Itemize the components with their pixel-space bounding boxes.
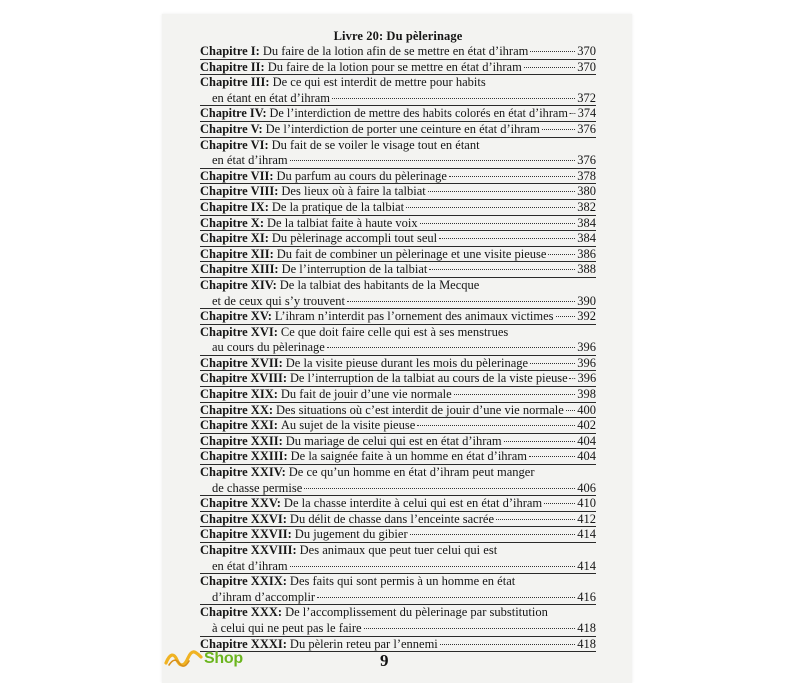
chapter-title: en état d’ihram bbox=[212, 558, 288, 573]
chapter-page-number: 406 bbox=[577, 480, 596, 495]
toc-entry bbox=[200, 278, 596, 309]
chapter-title: Du fait de se voiler le visage tout en étant bbox=[271, 137, 480, 152]
chapter-label: Chapitre III: bbox=[200, 75, 270, 90]
chapter-title: L’ihram n’interdit pas l’ornement des animaux victimes bbox=[274, 309, 554, 324]
toc-entry bbox=[200, 106, 596, 122]
toc-entry bbox=[200, 418, 596, 434]
chapter-title: en étant en état d’ihram bbox=[212, 90, 330, 105]
chapter-page-number: 410 bbox=[577, 496, 596, 511]
toc-entry bbox=[200, 216, 596, 232]
chapter-title: Du délit de chasse dans l’enceinte sacrée bbox=[289, 511, 494, 526]
chapter-title: Des faits qui sont permis à un homme en état bbox=[289, 574, 516, 589]
chapter-page-number: 398 bbox=[577, 387, 596, 402]
chapter-title: Ce que doit faire celle qui est à ses menstrues bbox=[280, 324, 509, 339]
chapter-page-number: 396 bbox=[577, 371, 597, 386]
chapter-label: Chapitre V: bbox=[200, 121, 263, 136]
chapter-label: Chapitre XXVIII: bbox=[200, 543, 297, 557]
toc-entry-line bbox=[200, 247, 596, 263]
toc-entry bbox=[200, 605, 596, 636]
chapter-title: en état d’ihram bbox=[212, 153, 288, 168]
book-title: Livre 20: Du pèlerinage bbox=[333, 29, 463, 43]
page-number: 9 bbox=[380, 651, 389, 670]
dot-leader bbox=[524, 67, 575, 68]
chapter-title: au cours du pèlerinage bbox=[212, 340, 325, 355]
toc-entry bbox=[200, 496, 596, 512]
dot-leader bbox=[364, 628, 576, 629]
chapter-label: Chapitre XIII: bbox=[200, 262, 279, 277]
chapter-label: Chapitre VIII: bbox=[200, 184, 279, 199]
toc-entry bbox=[200, 309, 596, 325]
dot-leader bbox=[347, 301, 575, 302]
toc-entry bbox=[200, 44, 596, 60]
toc-entry bbox=[200, 637, 596, 653]
dot-leader bbox=[504, 441, 576, 442]
chapter-label: Chapitre XII: bbox=[200, 246, 274, 261]
toc-entry bbox=[200, 169, 596, 185]
chapter-label: Chapitre XIX: bbox=[200, 387, 278, 402]
chapter-page-number: 418 bbox=[577, 636, 596, 651]
chapter-title: De l’interdiction de mettre des habits colorés en état d’ihram bbox=[269, 106, 568, 121]
chapter-label: Chapitre XXIX: bbox=[200, 574, 287, 589]
chapter-title: De ce qui est interdit de mettre pour habits bbox=[272, 75, 486, 90]
toc-entry bbox=[200, 262, 596, 278]
chapter-label: Chapitre XI: bbox=[200, 231, 269, 246]
chapter-page-number: 418 bbox=[577, 620, 596, 635]
chapter-title: à celui qui ne peut pas le faire bbox=[212, 620, 362, 635]
dot-leader bbox=[406, 207, 575, 208]
toc-entry-line bbox=[200, 418, 596, 434]
toc-entry bbox=[200, 75, 596, 106]
toc-entry bbox=[200, 574, 596, 605]
dot-leader bbox=[530, 363, 575, 364]
chapter-title: Du jugement du gibier bbox=[294, 527, 408, 542]
toc-entry bbox=[200, 138, 596, 169]
toc-entry bbox=[200, 356, 596, 372]
toc-entry bbox=[200, 449, 596, 465]
toc-entry-line bbox=[200, 122, 596, 138]
toc-entry-line bbox=[200, 605, 596, 621]
chapter-label: Chapitre XXIII: bbox=[200, 449, 288, 464]
chapter-page-number: 390 bbox=[577, 293, 596, 308]
dot-leader bbox=[530, 51, 575, 52]
dot-leader bbox=[556, 316, 576, 317]
toc-entry-line bbox=[200, 356, 596, 372]
chapter-title: Du fait de jouir d’une vie normale bbox=[280, 387, 452, 402]
dot-leader bbox=[570, 113, 576, 114]
chapter-title: Du mariage de celui qui est en état d’ihram bbox=[285, 433, 502, 448]
chapter-page-number: 376 bbox=[577, 153, 596, 168]
toc-entry bbox=[200, 512, 596, 528]
toc-entry bbox=[200, 122, 596, 138]
chapter-label: Chapitre VII: bbox=[200, 168, 274, 183]
dot-leader bbox=[327, 347, 575, 348]
dot-leader bbox=[449, 176, 575, 177]
chapter-label: Chapitre XXV: bbox=[200, 496, 281, 511]
chapter-label: Chapitre I: bbox=[200, 44, 260, 58]
chapter-page-number: 384 bbox=[577, 215, 596, 230]
toc-entry bbox=[200, 465, 596, 496]
chapter-label: Chapitre XXIV: bbox=[200, 465, 286, 480]
dot-leader bbox=[570, 378, 576, 379]
chapter-title: Du pèlerin reteu par l’ennemi bbox=[289, 636, 438, 651]
chapter-page-number: 378 bbox=[577, 168, 596, 183]
chapter-title: Du pèlerinage accompli tout seul bbox=[271, 231, 438, 246]
chapter-label: Chapitre IX: bbox=[200, 199, 269, 214]
chapter-label: Chapitre XX: bbox=[200, 402, 274, 417]
chapter-label: Chapitre XXVI: bbox=[200, 511, 287, 526]
toc-entry-line bbox=[200, 543, 596, 559]
toc-entry-line bbox=[200, 184, 596, 200]
toc-entry-line bbox=[200, 325, 596, 341]
toc-entry bbox=[200, 403, 596, 419]
toc-entry-continuation bbox=[200, 481, 596, 497]
dot-leader bbox=[542, 129, 575, 130]
chapter-title: De la saignée faite à un homme en état d’ihram bbox=[290, 449, 527, 464]
dot-leader bbox=[548, 254, 575, 255]
entry-rule bbox=[200, 651, 596, 652]
table-of-contents bbox=[200, 29, 596, 652]
chapter-page-number: 392 bbox=[577, 309, 596, 324]
toc-entry bbox=[200, 371, 596, 387]
chapter-page-number: 380 bbox=[577, 184, 596, 199]
chapter-title: Des lieux où à faire la talbiat bbox=[281, 184, 426, 199]
chapter-page-number: 372 bbox=[577, 90, 596, 105]
chapter-label: Chapitre XV: bbox=[200, 309, 272, 324]
toc-entry-line bbox=[200, 278, 596, 294]
dot-leader bbox=[417, 425, 575, 426]
toc-entry-line bbox=[200, 60, 596, 76]
toc-entry-line bbox=[200, 574, 596, 590]
toc-entry bbox=[200, 184, 596, 200]
toc-entry-continuation bbox=[200, 559, 596, 575]
dot-leader bbox=[410, 534, 576, 535]
toc-entry bbox=[200, 231, 596, 247]
chapter-page-number: 384 bbox=[577, 231, 596, 246]
chapter-title: Au sujet de la visite pieuse bbox=[280, 418, 416, 433]
chapter-page-number: 412 bbox=[577, 511, 596, 526]
toc-entry-line bbox=[200, 371, 597, 387]
toc-entry-line bbox=[200, 138, 596, 154]
toc-entry-line bbox=[200, 309, 596, 325]
toc-entries bbox=[200, 44, 596, 652]
toc-entry bbox=[200, 387, 596, 403]
dot-leader bbox=[290, 566, 576, 567]
chapter-label: Chapitre IV: bbox=[200, 106, 267, 121]
chapter-title: Du fait de combiner un pèlerinage et une visite pieuse bbox=[276, 246, 547, 261]
toc-entry bbox=[200, 247, 596, 263]
chapter-label: Chapitre XIV: bbox=[200, 277, 277, 292]
chapter-title: De ce qu’un homme en état d’ihram peut manger bbox=[288, 465, 535, 480]
toc-entry-continuation bbox=[200, 340, 596, 356]
chapter-title: De l’interruption de la talbiat au cours de la viste pieuse bbox=[289, 371, 568, 386]
toc-entry bbox=[200, 60, 596, 76]
chapter-title: Des animaux que peut tuer celui qui est bbox=[299, 543, 498, 557]
chapter-page-number: 416 bbox=[577, 589, 596, 604]
shop-logo-text: Shop bbox=[204, 650, 243, 667]
shop-logo bbox=[164, 648, 243, 670]
toc-entry-continuation bbox=[200, 621, 596, 637]
dot-leader bbox=[304, 488, 575, 489]
chapter-page-number: 400 bbox=[577, 402, 596, 417]
dot-leader bbox=[332, 98, 575, 99]
chapter-page-number: 414 bbox=[577, 527, 596, 542]
chapter-label: Chapitre XXXI: bbox=[200, 636, 287, 651]
toc-entry-line bbox=[200, 106, 597, 122]
chapter-page-number: 396 bbox=[577, 340, 596, 355]
wavy-swirl-icon bbox=[164, 648, 204, 670]
dot-leader bbox=[529, 456, 575, 457]
toc-entry-line bbox=[200, 44, 596, 60]
toc-entry-continuation bbox=[200, 153, 596, 169]
chapter-title: De l’interdiction de porter une ceinture en état d’ihram bbox=[265, 121, 540, 136]
toc-entry-line bbox=[200, 496, 596, 512]
chapter-page-number: 402 bbox=[577, 418, 596, 433]
toc-entry-continuation bbox=[200, 91, 596, 107]
chapter-page-number: 404 bbox=[577, 433, 596, 448]
toc-entry-line bbox=[200, 262, 596, 278]
toc-entry-line bbox=[200, 465, 596, 481]
chapter-label: Chapitre X: bbox=[200, 215, 265, 230]
chapter-label: Chapitre XXX: bbox=[200, 605, 283, 620]
dot-leader bbox=[429, 269, 575, 270]
dot-leader bbox=[566, 410, 575, 411]
dot-leader bbox=[440, 644, 575, 645]
chapter-page-number: 386 bbox=[577, 246, 596, 261]
chapter-title: De la talbiat faite à haute voix bbox=[267, 215, 418, 230]
toc-entry-line bbox=[200, 231, 596, 247]
toc-entry bbox=[200, 434, 596, 450]
dot-leader bbox=[290, 160, 576, 161]
toc-entry bbox=[200, 543, 596, 574]
chapter-label: Chapitre II: bbox=[200, 59, 265, 74]
dot-leader bbox=[439, 238, 575, 239]
toc-entry-line bbox=[200, 512, 596, 528]
toc-entry-line bbox=[200, 527, 596, 543]
dot-leader bbox=[544, 503, 575, 504]
chapter-title: De l’interruption de la talbiat bbox=[281, 262, 428, 277]
toc-entry bbox=[200, 325, 596, 356]
chapter-title: de chasse permise bbox=[212, 480, 303, 495]
chapter-page-number: 376 bbox=[577, 121, 596, 136]
chapter-page-number: 382 bbox=[577, 199, 596, 214]
chapter-label: Chapitre XXVII: bbox=[200, 527, 292, 542]
toc-entry-line bbox=[200, 637, 596, 653]
chapter-title: De l’accomplissement du pèlerinage par substitution bbox=[285, 605, 548, 620]
toc-entry-line bbox=[200, 434, 596, 450]
chapter-title: Des situations où c’est interdit de jouir d’une vie normale bbox=[276, 402, 564, 417]
chapter-page-number: 374 bbox=[577, 106, 597, 121]
chapter-page-number: 370 bbox=[577, 59, 596, 74]
toc-entry bbox=[200, 527, 596, 543]
chapter-label: Chapitre XVI: bbox=[200, 324, 278, 339]
chapter-page-number: 404 bbox=[577, 449, 596, 464]
toc-entry-line bbox=[200, 169, 596, 185]
toc-entry-line bbox=[200, 403, 596, 419]
toc-entry-line bbox=[200, 200, 596, 216]
chapter-title: De la visite pieuse durant les mois du pèlerinage bbox=[285, 355, 529, 370]
chapter-title: De la chasse interdite à celui qui est en état d’ihram bbox=[283, 496, 543, 511]
chapter-label: Chapitre VI: bbox=[200, 137, 269, 152]
toc-entry-line bbox=[200, 75, 596, 91]
toc-entry-line bbox=[200, 449, 596, 465]
toc-entry-continuation bbox=[200, 590, 596, 606]
chapter-label: Chapitre XXII: bbox=[200, 433, 283, 448]
toc-entry-line bbox=[200, 216, 596, 232]
chapter-title: et de ceux qui s’y trouvent bbox=[212, 293, 345, 308]
dot-leader bbox=[428, 191, 575, 192]
dot-leader bbox=[420, 223, 576, 224]
chapter-label: Chapitre XVII: bbox=[200, 355, 283, 370]
toc-entry-line bbox=[200, 387, 596, 403]
toc-entry bbox=[200, 200, 596, 216]
chapter-label: Chapitre XXI: bbox=[200, 418, 278, 433]
chapter-label: Chapitre XVIII: bbox=[200, 371, 287, 386]
chapter-title: Du parfum au cours du pèlerinage bbox=[276, 168, 447, 183]
chapter-page-number: 388 bbox=[577, 262, 596, 277]
chapter-page-number: 370 bbox=[577, 44, 596, 58]
dot-leader bbox=[454, 394, 576, 395]
chapter-page-number: 396 bbox=[577, 355, 596, 370]
chapter-title: De la pratique de la talbiat bbox=[271, 199, 405, 214]
chapter-title: Du faire de la lotion pour se mettre en état d’ihram bbox=[267, 59, 522, 74]
dot-leader bbox=[317, 597, 575, 598]
dot-leader bbox=[496, 519, 575, 520]
chapter-title: De la talbiat des habitants de la Mecque bbox=[279, 277, 480, 292]
chapter-page-number: 414 bbox=[577, 558, 596, 573]
toc-entry-continuation bbox=[200, 294, 596, 310]
chapter-title: Du faire de la lotion afin de se mettre en état d’ihram bbox=[262, 44, 529, 58]
chapter-title: d’ihram d’accomplir bbox=[212, 589, 316, 604]
